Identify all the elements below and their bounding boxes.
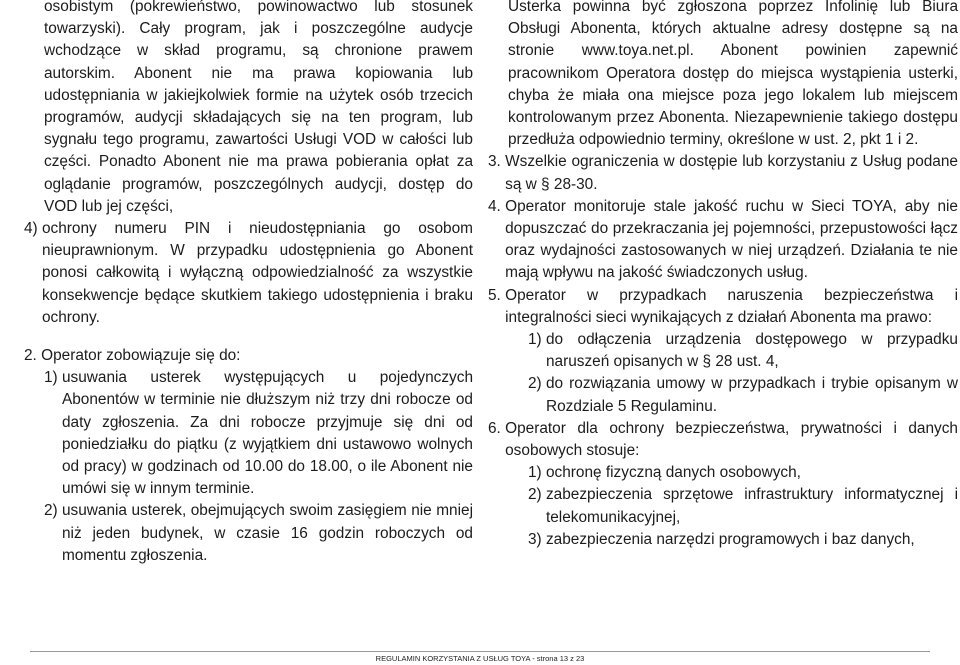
list-text: usuwania usterek, obejmujących swoim zasięgiem nie mniej niż jeden budynek, w czasie 16 godzin roboczych od momentu zgłoszenia.	[61, 502, 473, 564]
section-4	[488, 196, 958, 285]
list-text: do rozwiązania umowy w przypadkach i trybie opisanym w Rozdziale 5 Regulaminu.	[545, 375, 958, 415]
section-5	[488, 285, 958, 329]
list-text: ochrony numeru PIN i nieudostępniania go osobom nieuprawnionym. W przypadku udostępnienia go Abonent ponosi całkowitą i wyłączną odpowiedzialność za wszystkie konsekwencje będące skutkiem takiego udostępnienia i braku ochrony.	[41, 220, 473, 326]
section-text: Operator w przypadkach naruszenia bezpieczeństwa i integralności sieci wynikających z działań Abonenta ma prawo:	[505, 286, 958, 326]
section-3	[488, 151, 958, 195]
list-number: 4)	[24, 220, 42, 238]
list-number: 3)	[528, 530, 546, 548]
list-text: zabezpieczenia sprzętowe infrastruktury informatycznej i telekomunikacyjnej,	[545, 486, 958, 526]
section-text: Wszelkie ograniczenia w dostępie lub korzystaniu z Usług podane są w § 28-30.	[505, 153, 958, 193]
paragraph: osobistym (pokrewieństwo, powinowactwo lub stosunek towarzyski). Cały program, jak i poszczególne audycje wchodzące w skład programu, są chronione prawem autorskim. Abonent nie ma prawa kopiowania lub udostępniania w jakiejkolwiek formie na użytek osób trzecich programów, audycji składających się na ten program, lub sygnału tego programu, zawartości Usługi VOD w całości lub części. Ponadto Abonent nie ma prawa pobierania opłat za oglądanie programów, poszczególnych audycji, dostęp do VOD lub jej części,	[44, 0, 473, 215]
section-number: 2.	[24, 347, 42, 365]
section-number: 4.	[488, 197, 506, 215]
section-text: Operator monitoruje stale jakość ruchu w Sieci TOYA, aby nie dopuszczać do przekraczania jej pojemności, przepustowości łącz oraz wydajności zastosowanych w niej urządzeń. Działania te nie mają wpływu na jakość świadczonych usług.	[505, 197, 958, 282]
list-number: 1)	[528, 331, 546, 349]
paragraph: Usterka powinna być zgłoszona poprzez Infolinię lub Biura Obsługi Abonenta, których aktualne adresy dostępne są na stronie www.toya.net.pl. Abonent powinien zapewnić pracownikom Operatora dostęp do miejsca wystąpienia usterki, chyba że miała ona miejsce poza jego lokalem lub miejscem kontrolowanym przez Abonenta. Niezapewnienie takiego dostępu przedłuża odpowiednio terminy, określone w ust. 2, pkt 1 i 2.	[508, 0, 958, 149]
list-text: zabezpieczenia narzędzi programowych i baz danych,	[545, 530, 915, 548]
section-6	[488, 418, 958, 462]
list-item-5-2	[488, 373, 958, 417]
list-item-4	[24, 218, 473, 329]
footer-divider	[30, 651, 930, 652]
section-text: Operator dla ochrony bezpieczeństwa, prywatności i danych osobowych stosuje:	[505, 419, 958, 460]
section-number: 3.	[488, 153, 506, 171]
right-column	[488, 0, 958, 551]
list-text: ochronę fizyczną danych osobowych,	[545, 464, 801, 482]
spacer	[24, 329, 473, 345]
section-text: Operator zobowiązuje się do:	[41, 347, 241, 365]
list-number: 2)	[44, 502, 62, 520]
list-item-6-3	[488, 529, 958, 551]
section-number: 6.	[488, 419, 506, 437]
list-item-6-1	[488, 462, 958, 484]
list-text: usuwania usterek występujących u pojedynczych Abonentów w terminie nie dłuższym niż trzy dni robocze od daty zgłoszenia. Za dni robocze przyjmuje się dni od poniedziałku do piątku (z wyjątkiem dni ustawowo wolnych od pracy) w godzinach od 10.00 do 18.00, o ile Abonent nie umówi się w innym terminie.	[61, 369, 473, 498]
list-item-2-2	[24, 500, 473, 567]
list-item-6-2	[488, 484, 958, 528]
list-number: 2)	[528, 486, 546, 504]
section-2	[24, 345, 473, 367]
section-number: 5.	[488, 286, 506, 304]
list-number: 1)	[528, 464, 546, 482]
list-item-2-1	[24, 367, 473, 500]
list-text: do odłączenia urządzenia dostępowego w przypadku naruszeń opisanych w § 28 ust. 4,	[545, 331, 958, 371]
list-item-5-1	[488, 329, 958, 373]
left-column	[24, 0, 473, 567]
page-footer: REGULAMIN KORZYSTANIA Z USŁUG TOYA - strona 13 z 23	[375, 654, 585, 663]
list-number: 2)	[528, 375, 546, 393]
list-number: 1)	[44, 369, 62, 387]
